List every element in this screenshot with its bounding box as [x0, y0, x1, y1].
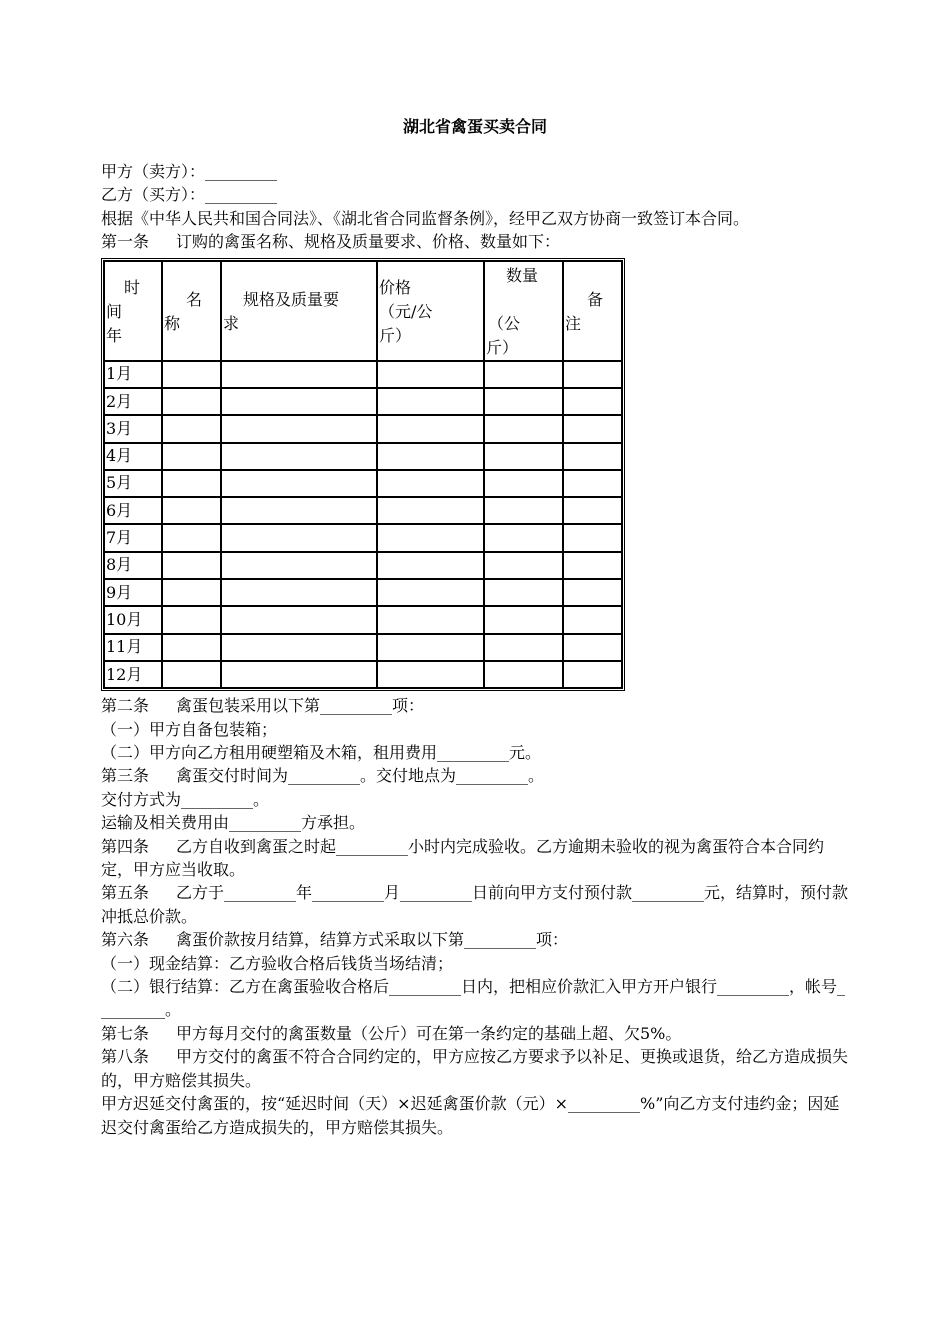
- header-spec: [221, 261, 377, 361]
- price-cell: [377, 415, 484, 442]
- article-3: [101, 764, 851, 787]
- note-cell: [563, 361, 622, 388]
- header-quantity-line3: 斤）: [486, 337, 519, 357]
- header-spec-line1: 规格及质量要: [243, 289, 340, 309]
- party-a-line: 甲方（卖方）：_________: [101, 162, 278, 181]
- article-7-label: 第七条: [101, 1023, 150, 1043]
- article-1-text: 订购的禽蛋名称、规格及质量要求、价格、数量如下：: [176, 232, 561, 252]
- quantity-cell: [484, 361, 563, 388]
- article-6-option-1: （一）现金结算：乙方验收合格后钱货当场结清；: [101, 953, 454, 973]
- article-5-text: 乙方于_________年_________月_________日前向甲方支付预付款_________元，结算时，预付款冲抵总价款。: [101, 883, 849, 926]
- order-table-header: [104, 261, 622, 361]
- table-row: [104, 415, 622, 442]
- name-cell: [162, 606, 221, 633]
- article-1: [101, 230, 851, 253]
- note-cell: [563, 497, 622, 524]
- name-cell: [162, 524, 221, 551]
- article-5-label: 第五条: [101, 883, 150, 903]
- header-spec-line2: 求: [223, 313, 240, 333]
- article-2-text: 禽蛋包装采用以下第_________项：: [176, 696, 425, 716]
- month-cell: 9月: [104, 579, 162, 606]
- article-3-text: 禽蛋交付时间为_________。交付地点为_________。: [176, 766, 545, 786]
- table-row: [104, 497, 622, 524]
- article-8-text: 甲方交付的禽蛋不符合合同约定的，甲方应按乙方要求予以补足、更换或退货，给乙方造成损失的，甲方赔偿其损失。: [101, 1047, 849, 1090]
- note-cell: [563, 606, 622, 633]
- quantity-cell: [484, 552, 563, 579]
- price-cell: [377, 634, 484, 661]
- header-note: [563, 261, 622, 361]
- spec-cell: [221, 579, 377, 606]
- name-cell: [162, 552, 221, 579]
- article-2: [101, 694, 851, 717]
- article-6-option-2: （二）银行结算：乙方在禽蛋验收合格后_________日内，把相应价款汇入甲方开户银行_________，帐号_________。: [101, 977, 846, 1020]
- price-cell: [377, 497, 484, 524]
- table-row: [104, 634, 622, 661]
- note-cell: [563, 388, 622, 415]
- table-row: [104, 579, 622, 606]
- header-name: [162, 261, 221, 361]
- table-row: [104, 661, 622, 688]
- name-cell: [162, 661, 221, 688]
- name-cell: [162, 361, 221, 388]
- article-8-label: 第八条: [101, 1047, 150, 1067]
- party-b-line: 乙方（买方）：_________: [101, 185, 278, 205]
- note-cell: [563, 415, 622, 442]
- header-time: [104, 261, 162, 361]
- name-cell: [162, 415, 221, 442]
- spec-cell: [221, 361, 377, 388]
- quantity-cell: [484, 634, 563, 661]
- spec-cell: [221, 661, 377, 688]
- header-note-line2: 注: [565, 313, 582, 333]
- month-cell: 7月: [104, 524, 162, 551]
- article-1-label: 第一条: [101, 232, 150, 252]
- spec-cell: [221, 415, 377, 442]
- month-cell: 11月: [104, 634, 162, 661]
- article-8: [101, 1045, 851, 1092]
- price-cell: [377, 470, 484, 497]
- price-cell: [377, 361, 484, 388]
- article-6-text: 禽蛋价款按月结算，结算方式采取以下第_________项：: [176, 930, 569, 950]
- header-price-line2: （元/公: [379, 301, 433, 321]
- table-row: [104, 470, 622, 497]
- spec-cell: [221, 524, 377, 551]
- price-cell: [377, 388, 484, 415]
- header-quantity-line1: 数量: [506, 265, 539, 285]
- note-cell: [563, 524, 622, 551]
- month-cell: 12月: [104, 661, 162, 688]
- price-cell: [377, 524, 484, 551]
- header-name-line1: 名: [186, 289, 203, 309]
- quantity-cell: [484, 388, 563, 415]
- header-note-line1: 备: [587, 289, 604, 309]
- spec-cell: [221, 606, 377, 633]
- name-cell: [162, 579, 221, 606]
- article-8-penalty: 甲方迟延交付禽蛋的，按“延迟时间（天）×迟延禽蛋价款（元）×_________%”向乙方支付违约金；因延迟交付禽蛋给乙方造成损失的，甲方赔偿其损失。: [101, 1094, 840, 1137]
- header-name-line2: 称: [164, 313, 181, 333]
- quantity-cell: [484, 606, 563, 633]
- month-cell: 1月: [104, 361, 162, 388]
- spec-cell: [221, 443, 377, 470]
- price-cell: [377, 579, 484, 606]
- month-cell: 10月: [104, 606, 162, 633]
- article-2-label: 第二条: [101, 696, 150, 716]
- article-6-label: 第六条: [101, 930, 150, 950]
- table-row: [104, 388, 622, 415]
- table-row: [104, 524, 622, 551]
- article-7-text: 甲方每月交付的禽蛋数量（公斤）可在第一条约定的基础上超、欠5%。: [176, 1023, 682, 1043]
- article-5: [101, 881, 851, 928]
- header-time-line3: 年: [106, 325, 123, 345]
- month-cell: 5月: [104, 470, 162, 497]
- article-7: [101, 1022, 851, 1045]
- spec-cell: [221, 388, 377, 415]
- quantity-cell: [484, 579, 563, 606]
- header-time-line1: 时: [124, 277, 141, 297]
- name-cell: [162, 634, 221, 661]
- month-cell: 2月: [104, 388, 162, 415]
- article-4-text: 乙方自收到禽蛋之时起_________小时内完成验收。乙方逾期未验收的视为禽蛋符合本合同约定，甲方应当收取。: [101, 836, 825, 880]
- name-cell: [162, 470, 221, 497]
- article-3-delivery-method: 交付方式为_________。: [101, 789, 270, 809]
- header-quantity-line2: （公: [488, 313, 521, 333]
- article-2-option-2: （二）甲方向乙方租用硬塑箱及木箱，租用费用_________元。: [101, 743, 542, 762]
- name-cell: [162, 443, 221, 470]
- note-cell: [563, 661, 622, 688]
- month-cell: 8月: [104, 552, 162, 579]
- spec-cell: [221, 552, 377, 579]
- price-cell: [377, 606, 484, 633]
- quantity-cell: [484, 497, 563, 524]
- quantity-cell: [484, 443, 563, 470]
- quantity-cell: [484, 661, 563, 688]
- header-quantity: [484, 261, 563, 361]
- quantity-cell: [484, 524, 563, 551]
- article-2-option-1: （一）甲方自备包装箱；: [101, 719, 278, 739]
- spec-cell: [221, 497, 377, 524]
- article-3-transport-cost: 运输及相关费用由_________方承担。: [101, 813, 366, 833]
- spec-cell: [221, 470, 377, 497]
- note-cell: [563, 470, 622, 497]
- note-cell: [563, 552, 622, 579]
- quantity-cell: [484, 415, 563, 442]
- intro-paragraph: 根据《中华人民共和国合同法》、《湖北省合同监督条例》，经甲乙双方协商一致签订本合同。: [101, 208, 750, 228]
- header-quantity-spacer: [486, 288, 561, 312]
- note-cell: [563, 443, 622, 470]
- note-cell: [563, 579, 622, 606]
- table-row: [104, 443, 622, 470]
- order-table: [101, 258, 625, 692]
- header-time-line2: 间: [106, 301, 123, 321]
- price-cell: [377, 552, 484, 579]
- month-cell: 3月: [104, 415, 162, 442]
- document-body: [101, 160, 851, 1139]
- table-row: [104, 361, 622, 388]
- name-cell: [162, 497, 221, 524]
- table-row: [104, 606, 622, 633]
- month-cell: 6月: [104, 497, 162, 524]
- document-title: 湖北省禽蛋买卖合同: [402, 117, 547, 136]
- price-cell: [377, 661, 484, 688]
- header-price: [377, 261, 484, 361]
- article-4: [101, 835, 851, 882]
- header-price-line3: 斤）: [379, 325, 412, 345]
- article-4-label: 第四条: [101, 836, 150, 856]
- spec-cell: [221, 634, 377, 661]
- month-cell: 4月: [104, 443, 162, 470]
- quantity-cell: [484, 470, 563, 497]
- table-row: [104, 552, 622, 579]
- header-price-line1: 价格: [379, 277, 412, 297]
- article-6: [101, 928, 851, 951]
- article-3-label: 第三条: [101, 766, 150, 786]
- price-cell: [377, 443, 484, 470]
- note-cell: [563, 634, 622, 661]
- name-cell: [162, 388, 221, 415]
